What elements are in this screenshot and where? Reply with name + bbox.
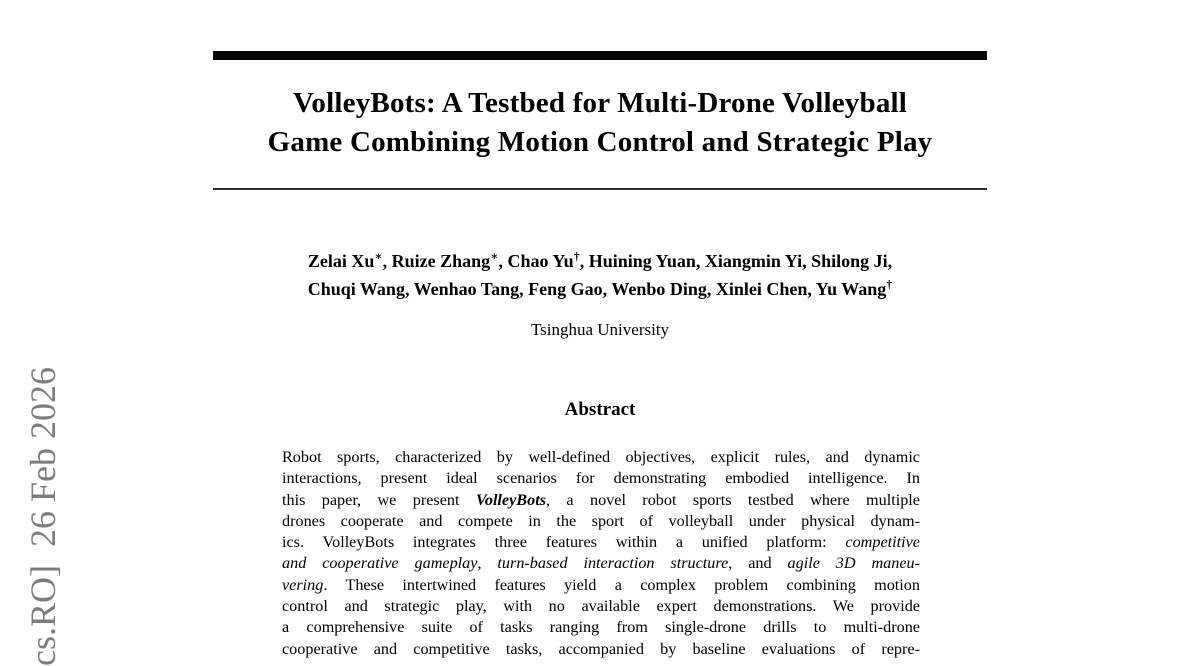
- authors-line1: [0, 247, 1200, 275]
- abstract-line: ics. VolleyBots integrates three features within a unified platform: competitive: [282, 533, 920, 552]
- author-name: , Ruize Zhang: [382, 251, 491, 271]
- author-name: , Chao Yu: [498, 251, 574, 271]
- author-name: Zelai Xu: [307, 251, 375, 271]
- paper-title: [0, 84, 1200, 162]
- abstract-line: cooperative and competitive tasks, accompanied by baseline evaluations of repre-: [282, 639, 920, 658]
- abstract-line: this paper, we present VolleyBots, a novel robot sports testbed where multiple: [282, 490, 920, 509]
- author-mark: †: [573, 249, 580, 263]
- author-mark: ∗: [374, 249, 383, 263]
- author-mark: †: [886, 277, 893, 291]
- authors-line2: [0, 275, 1200, 303]
- affiliation: Tsinghua University: [530, 320, 670, 339]
- volleybots-emphasis: VolleyBots: [475, 490, 546, 509]
- feature-emphasis: and cooperative gameplay: [282, 554, 478, 573]
- paper-title-line1: VolleyBots: A Testbed for Multi-Drone Volleyball: [292, 87, 908, 119]
- top-rule: [213, 51, 987, 60]
- title-rule: [213, 188, 987, 190]
- feature-emphasis: vering: [282, 575, 324, 594]
- abstract-paragraph: [282, 447, 920, 660]
- author-mark: ∗: [490, 249, 499, 263]
- feature-emphasis: agile 3D maneu-: [787, 554, 920, 573]
- authors: [0, 247, 1200, 303]
- arxiv-watermark: cs.RO] 26 Feb 2026: [23, 367, 63, 666]
- abstract-heading: Abstract: [564, 399, 636, 420]
- author-name: , Huining Yuan, Xiangmin Yi, Shilong Ji,: [579, 251, 893, 271]
- abstract-line: interactions, present ideal scenarios for demonstrating embodied intelligence. In: [282, 469, 920, 488]
- abstract-line: vering. These intertwined features yield a complex problem combining motion: [282, 575, 920, 594]
- author-name: Chuqi Wang, Wenhao Tang, Feng Gao, Wenbo Ding, Xinlei Chen, Yu Wang: [307, 279, 887, 299]
- feature-emphasis: competitive: [845, 533, 920, 552]
- paper-title-line2: Game Combining Motion Control and Strategic Play: [267, 126, 933, 158]
- abstract-line: a comprehensive suite of tasks ranging from single-drone drills to multi-drone: [282, 618, 920, 637]
- abstract-line: Robot sports, characterized by well-defined objectives, explicit rules, and dynamic: [282, 448, 920, 466]
- abstract-line: control and strategic play, with no available expert demonstrations. We provide: [282, 597, 920, 616]
- abstract-line: drones cooperate and compete in the sport of volleyball under physical dynam-: [282, 511, 920, 530]
- feature-emphasis: turn-based interaction structure: [497, 554, 729, 573]
- abstract-line: and cooperative gameplay, turn-based interaction structure, and agile 3D maneu-: [282, 554, 920, 573]
